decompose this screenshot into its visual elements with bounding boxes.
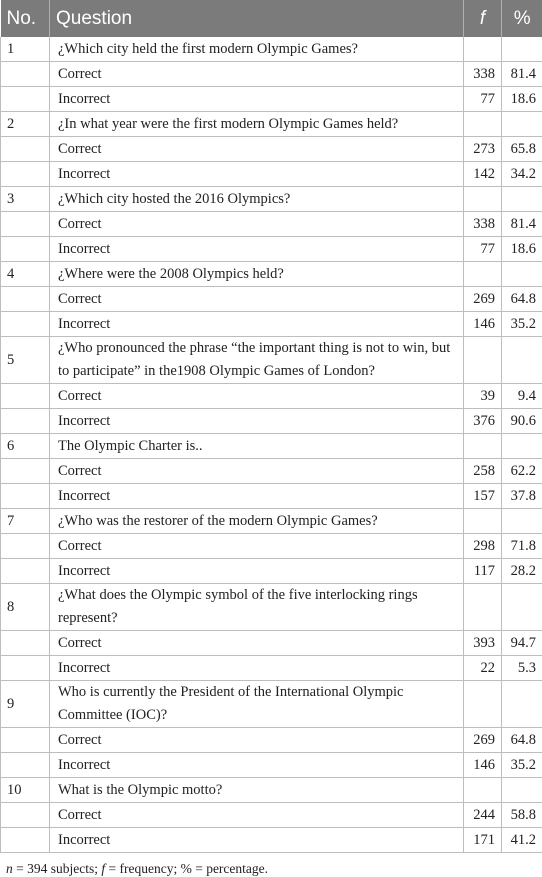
question-row [1,337,542,384]
answer-label: Incorrect [50,312,464,337]
question-text: ¿Which city held the first modern Olympic Games? [50,37,464,62]
correct-row [1,62,542,87]
answer-label: Incorrect [50,753,464,778]
empty-cell [1,162,50,187]
incorrect-row [1,237,542,262]
empty-cell [464,681,502,728]
percentage-value: 35.2 [502,753,542,778]
empty-cell [1,137,50,162]
question-row [1,681,542,728]
frequency-value: 117 [464,559,502,584]
empty-cell [1,384,50,409]
header-frequency: f [464,0,502,37]
frequency-value: 269 [464,728,502,753]
question-row [1,37,542,62]
question-number: 9 [1,681,50,728]
incorrect-row [1,312,542,337]
incorrect-row [1,753,542,778]
percentage-value: 58.8 [502,803,542,828]
empty-cell [464,37,502,62]
answer-label: Correct [50,287,464,312]
empty-cell [464,337,502,384]
empty-cell [502,434,542,459]
empty-cell [1,753,50,778]
question-text: ¿In what year were the first modern Olympic Games held? [50,112,464,137]
empty-cell [464,584,502,631]
incorrect-row [1,409,542,434]
question-text: ¿Who was the restorer of the modern Olympic Games? [50,509,464,534]
percentage-value: 28.2 [502,559,542,584]
incorrect-row [1,162,542,187]
empty-cell [464,509,502,534]
frequency-value: 146 [464,312,502,337]
empty-cell [502,187,542,212]
table-footnote: n = 394 subjects; f = frequency; % = percentage. [6,861,269,876]
frequency-value: 393 [464,631,502,656]
empty-cell [1,287,50,312]
empty-cell [464,187,502,212]
percentage-value: 34.2 [502,162,542,187]
answer-label: Incorrect [50,484,464,509]
answer-label: Correct [50,534,464,559]
table-header [1,0,542,37]
empty-cell [1,828,50,853]
question-number: 5 [1,337,50,384]
question-text: ¿What does the Olympic symbol of the five interlocking rings represent? [50,584,464,631]
frequency-value: 157 [464,484,502,509]
empty-cell [502,681,542,728]
empty-cell [464,112,502,137]
percentage-value: 41.2 [502,828,542,853]
frequency-value: 269 [464,287,502,312]
answer-label: Incorrect [50,828,464,853]
frequency-value: 258 [464,459,502,484]
question-row [1,584,542,631]
question-number: 7 [1,509,50,534]
empty-cell [502,112,542,137]
question-number: 10 [1,778,50,803]
question-text: ¿Which city hosted the 2016 Olympics? [50,187,464,212]
empty-cell [502,778,542,803]
answer-label: Incorrect [50,237,464,262]
question-row [1,509,542,534]
header-no: No. [1,0,50,37]
frequency-value: 142 [464,162,502,187]
correct-row [1,631,542,656]
percentage-value: 71.8 [502,534,542,559]
frequency-value: 338 [464,212,502,237]
header-question: Question [50,0,464,37]
empty-cell [1,534,50,559]
percentage-value: 5.3 [502,656,542,681]
answer-label: Correct [50,803,464,828]
empty-cell [1,728,50,753]
question-row [1,778,542,803]
percentage-value: 35.2 [502,312,542,337]
answer-label: Correct [50,631,464,656]
frequency-value: 22 [464,656,502,681]
empty-cell [1,62,50,87]
correct-row [1,212,542,237]
empty-cell [1,212,50,237]
question-text: Who is currently the President of the International Olympic Committee (IOC)? [50,681,464,728]
question-number: 2 [1,112,50,137]
empty-cell [464,778,502,803]
empty-cell [1,409,50,434]
correct-row [1,459,542,484]
answer-label: Incorrect [50,559,464,584]
correct-row [1,534,542,559]
empty-cell [502,37,542,62]
correct-row [1,803,542,828]
empty-cell [502,262,542,287]
table-body [1,37,542,853]
percentage-value: 81.4 [502,212,542,237]
frequency-value: 298 [464,534,502,559]
answer-label: Correct [50,459,464,484]
question-number: 8 [1,584,50,631]
header-percentage: % [502,0,542,37]
answer-label: Correct [50,137,464,162]
question-text: ¿Who pronounced the phrase “the important thing is not to win, but to participate” in the1908 Olympic Games of London? [50,337,464,384]
question-text: What is the Olympic motto? [50,778,464,803]
correct-row [1,728,542,753]
empty-cell [502,337,542,384]
question-row [1,112,542,137]
question-row [1,434,542,459]
incorrect-row [1,87,542,112]
incorrect-row [1,656,542,681]
answer-label: Correct [50,62,464,87]
question-number: 6 [1,434,50,459]
percentage-value: 81.4 [502,62,542,87]
incorrect-row [1,559,542,584]
empty-cell [1,87,50,112]
question-number: 1 [1,37,50,62]
frequency-value: 376 [464,409,502,434]
answer-label: Correct [50,384,464,409]
empty-cell [1,312,50,337]
incorrect-row [1,484,542,509]
percentage-value: 9.4 [502,384,542,409]
empty-cell [1,459,50,484]
answer-label: Correct [50,728,464,753]
percentage-value: 64.8 [502,728,542,753]
frequency-value: 273 [464,137,502,162]
percentage-value: 94.7 [502,631,542,656]
frequency-value: 146 [464,753,502,778]
incorrect-row [1,828,542,853]
frequency-value: 171 [464,828,502,853]
empty-cell [1,237,50,262]
correct-row [1,287,542,312]
question-text: ¿Where were the 2008 Olympics held? [50,262,464,287]
answer-label: Incorrect [50,87,464,112]
question-row [1,187,542,212]
empty-cell [502,509,542,534]
percentage-value: 90.6 [502,409,542,434]
frequency-value: 244 [464,803,502,828]
correct-row [1,384,542,409]
percentage-value: 65.8 [502,137,542,162]
percentage-value: 18.6 [502,87,542,112]
question-text: The Olympic Charter is.. [50,434,464,459]
empty-cell [1,631,50,656]
answer-label: Correct [50,212,464,237]
frequency-value: 338 [464,62,502,87]
empty-cell [464,434,502,459]
question-number: 4 [1,262,50,287]
percentage-value: 64.8 [502,287,542,312]
answer-label: Incorrect [50,409,464,434]
answer-label: Incorrect [50,162,464,187]
percentage-value: 18.6 [502,237,542,262]
question-row [1,262,542,287]
frequency-value: 77 [464,237,502,262]
question-number: 3 [1,187,50,212]
percentage-value: 37.8 [502,484,542,509]
empty-cell [1,803,50,828]
frequency-value: 77 [464,87,502,112]
empty-cell [464,262,502,287]
empty-cell [502,584,542,631]
empty-cell [1,559,50,584]
percentage-value: 62.2 [502,459,542,484]
correct-row [1,137,542,162]
empty-cell [1,656,50,681]
empty-cell [1,484,50,509]
answer-label: Incorrect [50,656,464,681]
frequency-value: 39 [464,384,502,409]
